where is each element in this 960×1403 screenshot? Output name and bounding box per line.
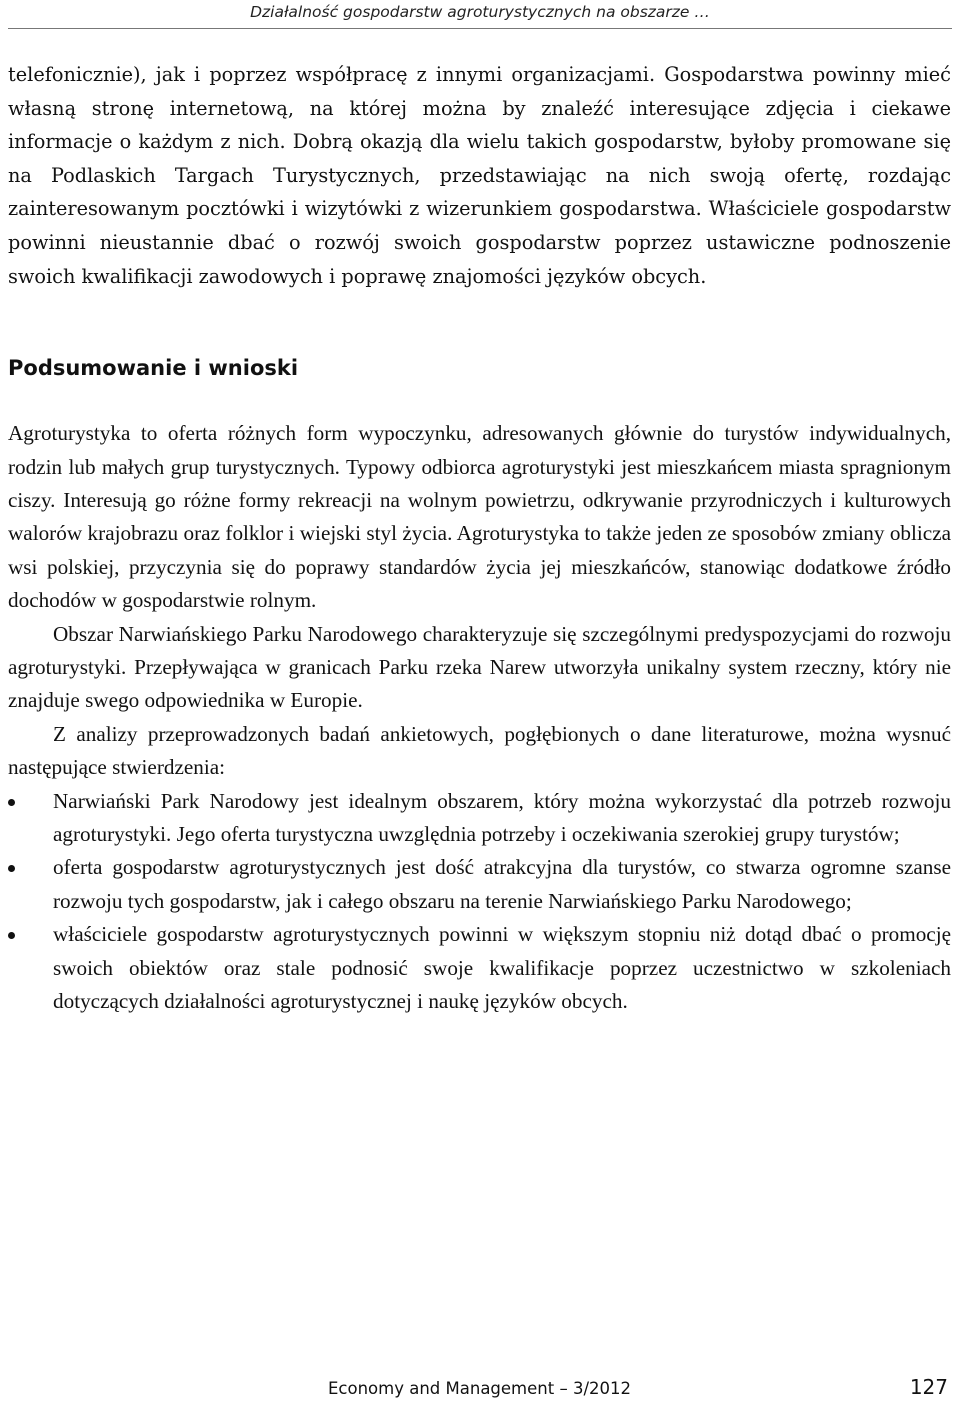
section-heading: Podsumowanie i wnioski [8, 356, 299, 381]
paragraph-conclusions-intro: Z analizy przeprowadzonych badań ankietowych, pogłębionych o dane literaturowe, można wysnuć następujące stwierdzenia: [8, 721, 951, 780]
bullet-icon [8, 865, 15, 872]
page-footer [0, 1373, 960, 1403]
intro-paragraph: telefonicznie), jak i poprzez współpracę z innymi organizacjami. Gospodarstwa powinny mieć własną stronę internetową, na której można by znaleźć interesujące zdjęcia i ciekawe informacje o każdym z nich. Dobrą okazją dla wielu takich gospodarstw, byłoby promowane się na Podlaskich Targach Turystycznych, przedstawiając na nich swoją ofertę, rozdając zainteresowanym pocztówki i wizytówki z wizerunkiem gospodarstwa. Właściciele gospodarstw powinni nieustannie dbać o rozwój swoich gospodarstw poprzez ustawiczne podnoszenie swoich kwalifikacji zawodowych i poprawę znajomości języków obcych. [8, 63, 951, 288]
list-item-text: właściciele gospodarstw agroturystycznych powinni w większym stopniu niż dotąd dbać o promocję swoich obiektów oraz stale podnosić swoje kwalifikacje poprzez uczestnictwo w szkoleniach dotyczących działalności agroturystycznej i naukę języków obcych. [53, 922, 951, 1014]
list-item [8, 785, 951, 852]
running-title: Działalność gospodarstw agroturystycznych na obszarze … [250, 3, 710, 21]
bullet-icon [8, 799, 15, 806]
list-item-text: oferta gospodarstw agroturystycznych jest dość atrakcyjna dla turystów, co stwarza ogromne szanse rozwoju tych gospodarstw, jak i całego obszaru na terenie Narwiańskiego Parku Narodowego; [53, 855, 951, 913]
list-item [8, 851, 951, 918]
paragraph-park: Obszar Narwiańskiego Parku Narodowego charakteryzuje się szczególnymi predyspozycjami do rozwoju agroturystyki. Przepływająca w granicach Parku rzeka Narew utworzyła unikalny system rzeczny, który nie znajduje swego odpowiednika w Europie. [8, 621, 951, 713]
header-divider [8, 28, 952, 29]
list-item-text: Narwiański Park Narodowy jest idealnym obszarem, który można wykorzystać dla potrzeb rozwoju agroturystyki. Jego oferta turystyczna uwzględnia potrzeby i oczekiwania szerokiej grupy turystów; [53, 788, 951, 847]
journal-name: Economy and Management – 3/2012 [328, 1379, 631, 1398]
page-content [8, 58, 951, 1018]
running-header [0, 0, 960, 28]
page-number: 127 [909, 1375, 948, 1399]
bullet-icon [8, 932, 15, 939]
conclusions-list [8, 785, 951, 1019]
list-item [8, 918, 951, 1018]
paragraph-summary: Agroturystyka to oferta różnych form wypoczynku, adresowanych głównie do turystów indywidualnych, rodzin lub małych grup turystycznych. Typowy odbiorca agroturystyki jest mieszkańcem miasta spragnionym ciszy. Interesują go różne formy rekreacji na wolnym powietrzu, odkrywanie przyrodniczych i kulturowych walorów krajobrazu oraz folklor i wiejski styl życia. Agroturystyka to także jeden ze sposobów zmiany oblicza wsi polskiej, przyczynia się do poprawy standardów życia jej mieszkańców, stanowiąc dodatkowe źródło dochodów w gospodarstwie rolnym. [8, 421, 951, 613]
